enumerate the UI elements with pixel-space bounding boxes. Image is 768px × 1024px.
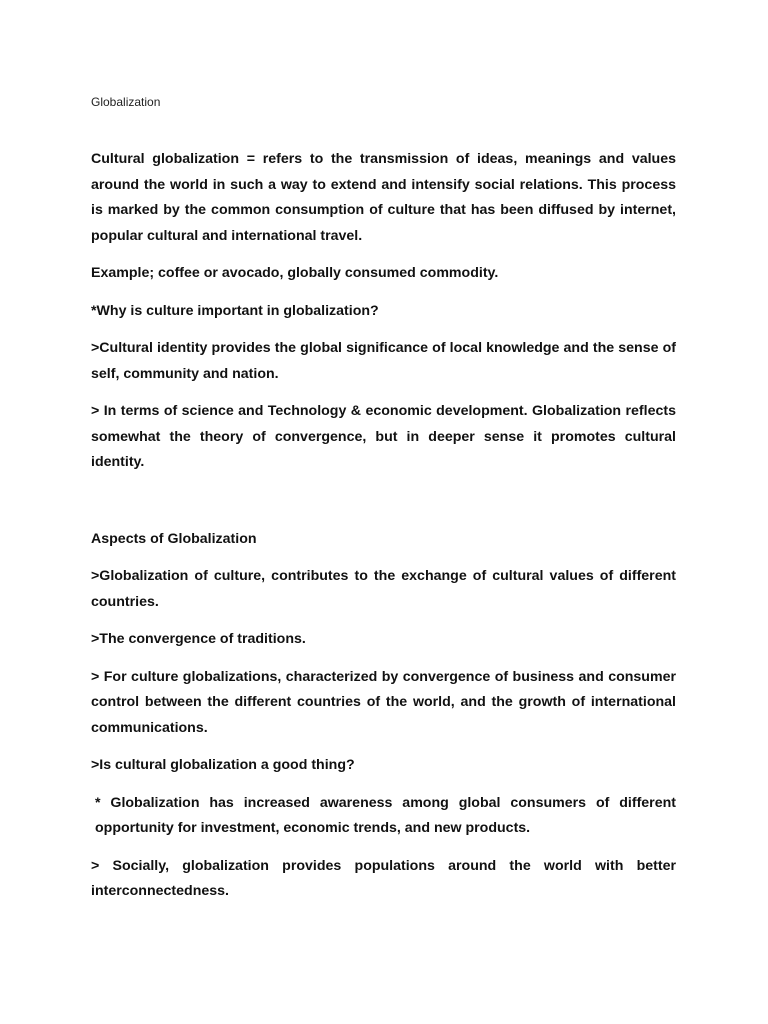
section-heading-aspects: Aspects of Globalization bbox=[91, 530, 257, 547]
document-title: Globalization bbox=[91, 95, 161, 109]
paragraph-example: Example; coffee or avocado, globally consumed commodity. bbox=[91, 265, 499, 281]
paragraph-convergence-traditions: >The convergence of traditions. bbox=[91, 631, 306, 647]
paragraph-increased-awareness: * Globalization has increased awareness among global consumers of different opportunity for investment, economic trends, and new products. bbox=[95, 794, 676, 836]
paragraph-cultural-globalization-definition: Cultural globalization = refers to the transmission of ideas, meanings and values around the world in such a way to extend and intensify social relations. This process is marked by the common consumption of culture that has been diffused by internet, popular cultural and international travel. bbox=[91, 151, 676, 244]
paragraph-question-good-thing: >Is cultural globalization a good thing? bbox=[91, 757, 355, 773]
paragraph-globalization-of-culture: >Globalization of culture, contributes to the exchange of cultural values of different countries. bbox=[91, 568, 676, 610]
paragraph-science-technology: > In terms of science and Technology & economic development. Globalization reflects somewhat the theory of convergence, but in deeper sense it promotes cultural identity. bbox=[91, 403, 676, 470]
paragraph-culture-globalizations-business: > For culture globalizations, characterized by convergence of business and consumer control between the different countries of the world, and the growth of international communications. bbox=[91, 668, 676, 736]
document-content bbox=[91, 93, 676, 917]
paragraph-socially-interconnectedness: > Socially, globalization provides populations around the world with better interconnectedness. bbox=[91, 857, 676, 899]
paragraph-cultural-identity: >Cultural identity provides the global significance of local knowledge and the sense of self, community and nation. bbox=[91, 340, 676, 382]
paragraph-question-culture-importance: *Why is culture important in globalization? bbox=[91, 302, 379, 319]
